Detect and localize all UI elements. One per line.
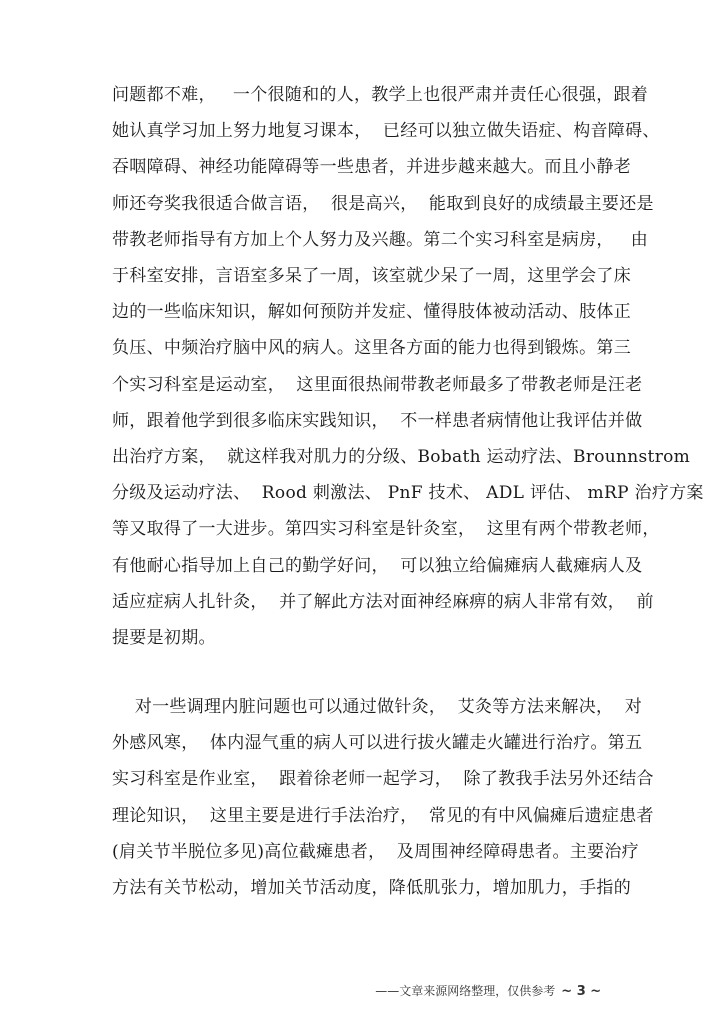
text-line: (肩关节半脱位多见)高位截瘫患者， 及周围神经障碍患者。主要治疗 [112, 841, 639, 862]
text-line: 分级及运动疗法、 Rood 刺激法、 PnF 技术、 ADL 评估、 mRP 治疗方案 [112, 483, 704, 504]
text-line: 问题都不难， 一个很随和的人，教学上也很严肃并责任心很强，跟着 [112, 85, 649, 105]
page-number: ~ 3 ~ [561, 984, 602, 999]
text-line: 方法有关节松动，增加关节活动度，降低肌张力，增加肌力，手指的 [112, 878, 631, 898]
text-line: 理论知识， 这里主要是进行手法治疗， 常见的有中风偏瘫后遗症患者 [112, 805, 654, 826]
text-line: 她认真学习加上努力地复习课本， 已经可以独立做失语症、构音障碍、 [112, 121, 660, 142]
text-line: 个实习科室是运动室， 这里面很热闹带教老师最多了带教老师是汪老 [112, 374, 643, 395]
text-line: 适应症病人扎针灸， 并了解此方法对面神经麻痹的病人非常有效， 前 [112, 591, 654, 612]
text-line: 提要是初期。 [112, 628, 216, 648]
text-line: 等又取得了一大进步。第四实习科室是针灸室， 这里有两个带教老师， [112, 519, 660, 540]
text-line: 师还夸奖我很适合做言语， 很是高兴， 能取到良好的成绩最主要还是 [112, 193, 654, 214]
text-line: 实习科室是作业室， 跟着徐老师一起学习， 除了教我手法另外还结合 [112, 769, 654, 790]
text-line: 出治疗方案， 就这样我对肌力的分级、Bobath 运动疗法、Brounnstrom [112, 447, 691, 467]
text-line: 师，跟着他学到很多临床实践知识， 不一样患者病情他让我评估并做 [112, 410, 643, 431]
text-line: 负压、中频治疗脑中风的病人。这里各方面的能力也得到锻炼。第三 [112, 338, 631, 359]
text-line: 边的一些临床知识，解如何预防并发症、懂得肢体被动活动、肢体正 [112, 302, 631, 323]
footer-source-note: ——文章来源网络整理，仅供参考 [375, 984, 556, 998]
text-line: 吞咽障碍、神经功能障碍等一些患者，并进步越来越大。而且小静老 [112, 157, 631, 178]
text-line: 于科室安排，言语室多呆了一周，该室就少呆了一周，这里学会了床 [112, 266, 631, 286]
page-footer [360, 968, 601, 1013]
text-line: 带教老师指导有方加上个人努力及兴趣。第二个实习科室是病房， 由 [112, 229, 649, 250]
text-line: 有他耐心指导加上自己的勤学好问， 可以独立给偏瘫病人截瘫病人及 [112, 555, 643, 576]
text-line: 对一些调理内脏问题也可以通过做针灸， 艾灸等方法来解决， 对 [112, 697, 643, 717]
text-line: 外感风寒， 体内湿气重的病人可以进行拔火罐走火罐进行治疗。第五 [112, 733, 643, 754]
